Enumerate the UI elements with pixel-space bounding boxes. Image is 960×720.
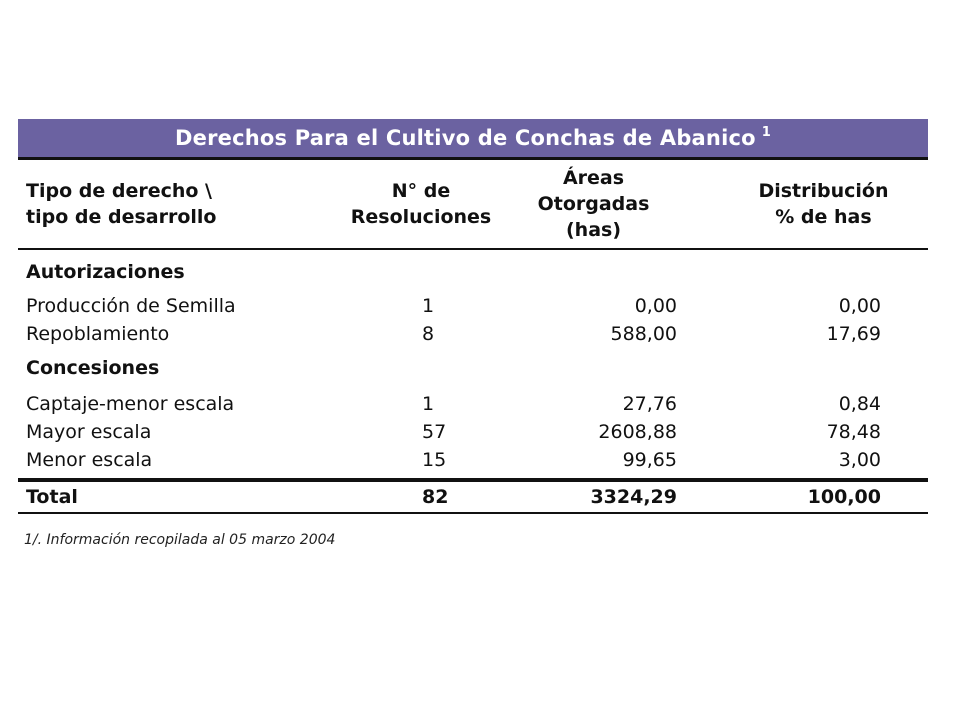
row-area: 2608,88 bbox=[598, 421, 677, 443]
header-col1-line1: Tipo de derecho \ bbox=[26, 180, 212, 202]
header-col1-line2: tipo de desarrollo bbox=[26, 206, 217, 228]
table-row bbox=[18, 390, 928, 418]
header-col3-line1: Áreas bbox=[562, 167, 625, 189]
section-row-concesiones bbox=[18, 348, 928, 390]
row-area: 0,00 bbox=[634, 295, 677, 317]
header-col4-line2: % de has bbox=[775, 206, 872, 228]
section-label: Autorizaciones bbox=[26, 261, 185, 283]
table-title: Derechos Para el Cultivo de Conchas de Abanico bbox=[175, 126, 756, 150]
total-label: Total bbox=[26, 486, 78, 508]
table-row bbox=[18, 320, 928, 348]
header-col4-line1: Distribución bbox=[758, 180, 889, 202]
header-col2-line2: Resoluciones bbox=[350, 206, 492, 228]
header-row bbox=[18, 159, 928, 250]
section-row-autorizaciones bbox=[18, 249, 928, 292]
header-resoluciones bbox=[336, 159, 506, 250]
row-resoluciones: 1 bbox=[422, 393, 435, 415]
row-distribucion: 78,48 bbox=[826, 421, 881, 443]
row-distribucion: 0,84 bbox=[838, 393, 881, 415]
header-col3-line2: Otorgadas bbox=[537, 193, 650, 215]
rights-table-container bbox=[18, 119, 928, 514]
footnote: 1/. Información recopilada al 05 marzo 2004 bbox=[24, 532, 336, 548]
row-name: Menor escala bbox=[26, 449, 153, 471]
row-resoluciones: 57 bbox=[422, 421, 447, 443]
table-row bbox=[18, 292, 928, 320]
header-col3-line3: (has) bbox=[565, 219, 622, 241]
row-area: 588,00 bbox=[610, 323, 677, 345]
rights-table bbox=[18, 157, 928, 514]
table-title-bar bbox=[18, 119, 928, 157]
total-resoluciones: 82 bbox=[422, 486, 449, 508]
header-areas bbox=[506, 159, 711, 250]
row-resoluciones: 1 bbox=[422, 295, 435, 317]
row-distribucion: 0,00 bbox=[838, 295, 881, 317]
section-label: Concesiones bbox=[26, 357, 160, 379]
row-distribucion: 17,69 bbox=[826, 323, 881, 345]
table-row bbox=[18, 446, 928, 474]
total-row bbox=[18, 480, 928, 513]
total-area: 3324,29 bbox=[590, 486, 677, 508]
row-area: 27,76 bbox=[622, 393, 677, 415]
total-distribucion: 100,00 bbox=[807, 486, 881, 508]
title-footnote-mark: 1 bbox=[761, 124, 771, 140]
row-name: Repoblamiento bbox=[26, 323, 170, 345]
row-name: Captaje-menor escala bbox=[26, 393, 235, 415]
row-area: 99,65 bbox=[622, 449, 677, 471]
row-name: Producción de Semilla bbox=[26, 295, 236, 317]
table-row bbox=[18, 418, 928, 446]
row-name: Mayor escala bbox=[26, 421, 152, 443]
header-distribucion bbox=[711, 159, 928, 250]
row-resoluciones: 8 bbox=[422, 323, 435, 345]
row-distribucion: 3,00 bbox=[838, 449, 881, 471]
row-resoluciones: 15 bbox=[422, 449, 447, 471]
header-col2-line1: N° de bbox=[391, 180, 451, 202]
header-tipo-derecho bbox=[18, 159, 336, 250]
